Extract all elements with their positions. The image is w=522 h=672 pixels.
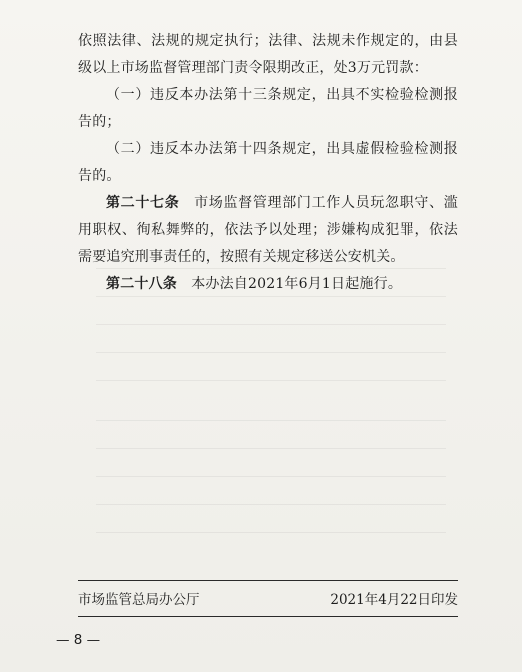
article-heading: 第二十八条: [106, 276, 177, 292]
article-27: [78, 190, 458, 271]
footer: [78, 590, 458, 610]
show-through-line: [96, 420, 446, 421]
footer-rule-bottom: [78, 616, 458, 617]
footer-date: 2021年4月22日印发: [330, 592, 458, 608]
paragraph-item-one: [78, 82, 458, 136]
article-28: [78, 271, 458, 298]
article-heading: 第二十七条: [106, 195, 180, 211]
show-through-line: [96, 532, 446, 533]
show-through-line: [96, 504, 446, 505]
footer-rule-top: [78, 580, 458, 581]
paragraph-text: （一）违反本办法第十三条规定，出具不实检验检测报告的；: [78, 87, 458, 130]
page-number: — 8 —: [56, 632, 101, 648]
paragraph-text: 依照法律、法规的规定执行；法律、法规未作规定的，由县级以上市场监督管理部门责令限期改正，处3万元罚款：: [78, 33, 458, 76]
footer-issuer: 市场监管总局办公厅: [78, 592, 200, 608]
show-through-line: [96, 448, 446, 449]
show-through-line: [96, 324, 446, 325]
paragraph-item-two: [78, 136, 458, 190]
paragraph-continuation: [78, 28, 458, 82]
paragraph-text: （二）违反本办法第十四条规定，出具虚假检验检测报告的。: [78, 141, 458, 184]
document-body: [78, 28, 458, 298]
paragraph-text: 市场监督管理部门工作人员玩忽职守、滥用职权、徇私舞弊的，依法予以处理；涉嫌构成犯罪，依法需要追究刑事责任的，按照有关规定移送公安机关。: [78, 195, 458, 265]
show-through-line: [96, 380, 446, 381]
show-through-line: [96, 352, 446, 353]
show-through-line: [96, 476, 446, 477]
paragraph-text: 本办法自2021年6月1日起施行。: [177, 276, 403, 292]
